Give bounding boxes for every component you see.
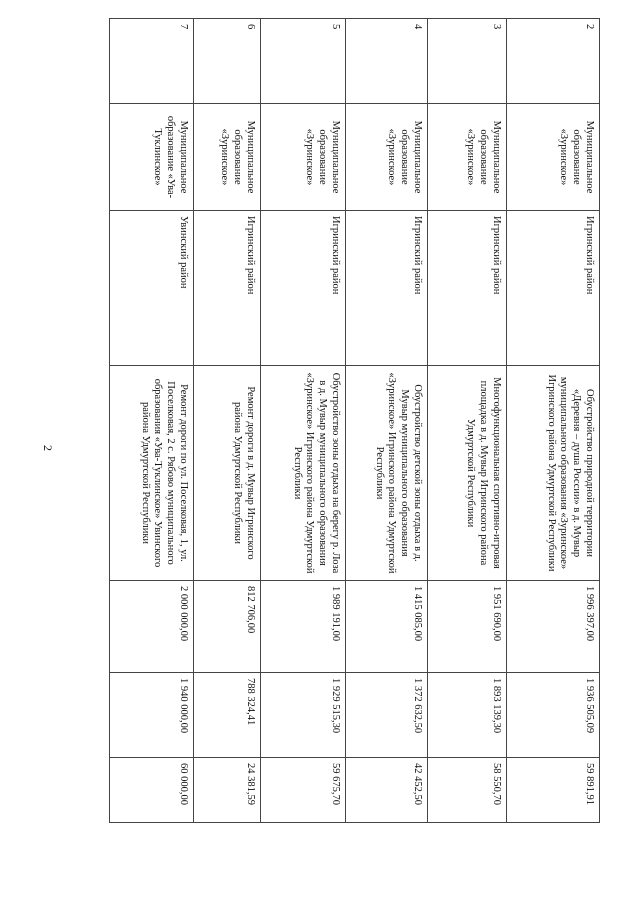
project-cell: Ремонт дороги в д. Мувыр Игринского района Удмуртской Республики: [194, 366, 261, 581]
subsidy-cell: 1 929 515,30: [261, 673, 346, 758]
project-cell: Обустройство зоны отдыха на берегу р. Лоза в д. Мувыр муниципального образования «Зуринское» Игринского района Удмуртской Республики: [261, 366, 346, 581]
subsidy-cell: 1 372 632,50: [346, 673, 428, 758]
cofinancing-cell: 24 381,59: [194, 758, 261, 823]
total-cost-cell: 812 706,00: [194, 581, 261, 673]
municipality-cell: Муниципальное образование «Зуринское»: [194, 104, 261, 211]
total-cost-cell: 1 989 191,00: [261, 581, 346, 673]
district-cell: Игринский район: [428, 211, 507, 366]
row-number: 4: [346, 19, 428, 104]
cofinancing-cell: 59 891,91: [507, 758, 600, 823]
projects-table: [109, 18, 600, 823]
project-cell: Ремонт дороги по ул. Поселковая, 1, ул. Поселковая, 2 с. Рябово муниципального образования «Ува-Туклинское» Увинского района Удмуртской Республики: [110, 366, 194, 581]
total-cost-cell: 1 415 085,00: [346, 581, 428, 673]
district-cell: Игринский район: [194, 211, 261, 366]
table-row: [428, 19, 507, 823]
table-row: [346, 19, 428, 823]
table-row: [194, 19, 261, 823]
row-number: 6: [194, 19, 261, 104]
row-number: 3: [428, 19, 507, 104]
district-cell: Игринский район: [261, 211, 346, 366]
subsidy-cell: 1 936 505,09: [507, 673, 600, 758]
subsidy-cell: 1 940 000,00: [110, 673, 194, 758]
table-row: [507, 19, 600, 823]
cofinancing-cell: 60 000,00: [110, 758, 194, 823]
municipality-cell: Муниципальное образование «Зуринское»: [507, 104, 600, 211]
table-row: [110, 19, 194, 823]
municipality-cell: Муниципальное образование «Ува-Туклинское»: [110, 104, 194, 211]
municipality-cell: Муниципальное образование «Зуринское»: [261, 104, 346, 211]
municipality-cell: Муниципальное образование «Зуринское»: [428, 104, 507, 211]
project-cell: Многофункциональная спортивно-игровая площадка в д. Мувыр Игринского района Удмуртской Республики: [428, 366, 507, 581]
project-cell: Обустройство природной территории «Деревня – душа России» в д. Мувыр муниципального образования «Зуринское» Игринского района Удмуртской Республики: [507, 366, 600, 581]
cofinancing-cell: 58 550,70: [428, 758, 507, 823]
page-number: 2: [41, 445, 55, 451]
cofinancing-cell: 59 675,70: [261, 758, 346, 823]
district-cell: Увинский район: [110, 211, 194, 366]
row-number: 2: [507, 19, 600, 104]
cofinancing-cell: 42 452,50: [346, 758, 428, 823]
total-cost-cell: 1 996 397,00: [507, 581, 600, 673]
row-number: 5: [261, 19, 346, 104]
total-cost-cell: 1 951 690,00: [428, 581, 507, 673]
district-cell: Игринский район: [507, 211, 600, 366]
row-number: 7: [110, 19, 194, 104]
project-cell: Обустройство детской зоны отдыха в д. Мувыр муниципального образования «Зуринское» Игринского района Удмуртской Республики: [346, 366, 428, 581]
subsidy-cell: 788 324,41: [194, 673, 261, 758]
municipality-cell: Муниципальное образование «Зуринское»: [346, 104, 428, 211]
table-row: [261, 19, 346, 823]
subsidy-cell: 1 893 139,30: [428, 673, 507, 758]
rotated-table-container: [110, 18, 600, 822]
total-cost-cell: 2 000 000,00: [110, 581, 194, 673]
district-cell: Игринский район: [346, 211, 428, 366]
